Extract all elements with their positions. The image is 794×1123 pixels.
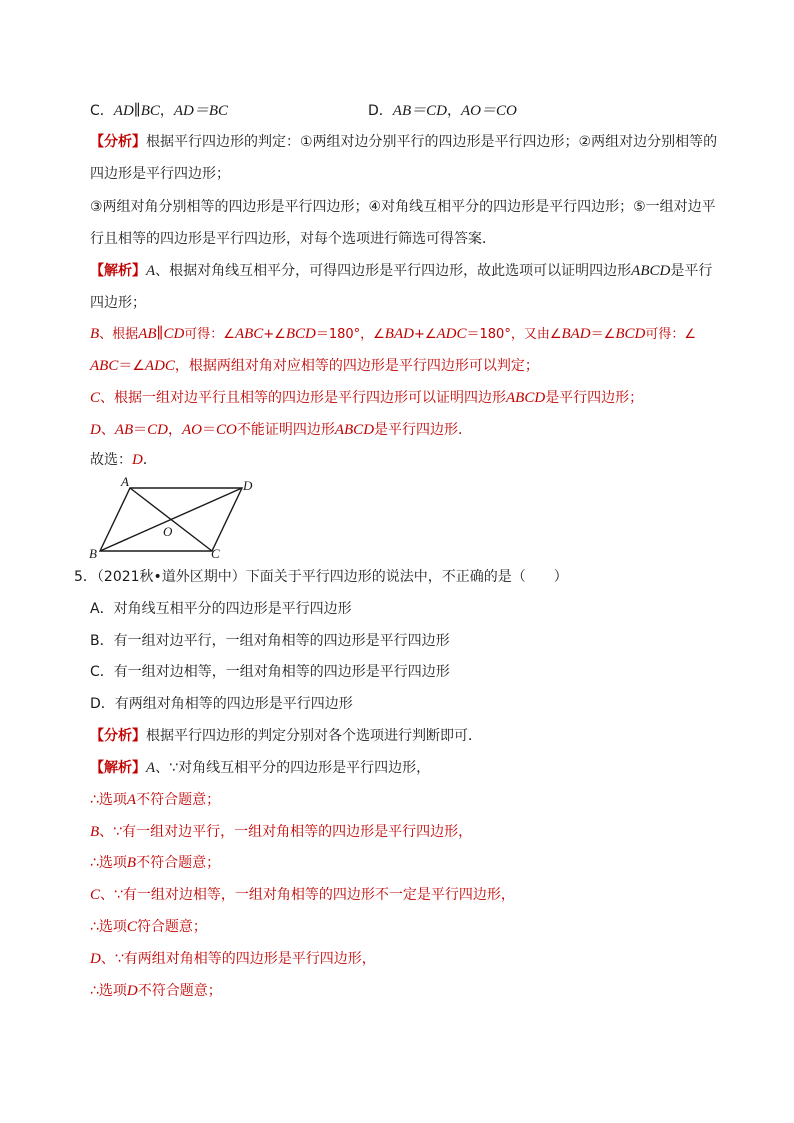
math-expr: B xyxy=(126,855,137,871)
solution-text: 可得：∠ xyxy=(645,327,696,342)
solution-text: ∴选项 xyxy=(90,792,127,808)
math-expr: A xyxy=(146,760,156,776)
analysis-line-4 xyxy=(90,229,496,249)
math-expr: AO＝CO xyxy=(460,103,517,119)
separator: ， xyxy=(159,103,174,119)
analysis-tag: 【分析】 xyxy=(90,134,146,150)
q5-solution-line-4 xyxy=(90,853,220,873)
solution-text: ＝ xyxy=(133,422,148,438)
q5-solution-line-5 xyxy=(90,885,515,905)
option-b: B．有一组对边平行，一组对角相等的四边形是平行四边形 xyxy=(90,633,450,649)
math-expr: AD＝BC xyxy=(173,103,229,119)
solution-line-b1 xyxy=(90,324,696,345)
diagonal-bd xyxy=(100,488,242,551)
solution-text: 符合题意； xyxy=(136,919,207,935)
center-label-o: O xyxy=(163,524,173,539)
vertex-label-a: A xyxy=(121,474,129,489)
q5-solution-line-3 xyxy=(90,822,472,842)
solution-text: ∴选项 xyxy=(90,855,127,871)
math-expr: AD∥BC xyxy=(113,103,160,119)
q5-solution-line-6 xyxy=(90,917,207,937)
vertex-label-c: C xyxy=(211,546,220,561)
solution-text: 不符合题意； xyxy=(137,983,222,999)
math-expr: ADC xyxy=(436,326,467,342)
solution-text: 、根据 xyxy=(99,327,139,342)
solution-text: 、根据对角线互相平分，可得四边形是平行四边形，故此选项可以证明四边形 xyxy=(155,263,632,279)
question-5-stem xyxy=(74,567,568,587)
solution-text: 是平行四边形； xyxy=(545,390,644,406)
solution-text: 、根据一组对边平行且相等的四边形是平行四边形可以证明四边形 xyxy=(100,390,507,406)
math-expr: D xyxy=(126,983,138,999)
q5-solution-line-8 xyxy=(90,981,222,1001)
math-expr: ADC xyxy=(144,358,175,374)
option-d: D．有两组对角相等的四边形是平行四边形 xyxy=(90,696,353,712)
choose-end: ． xyxy=(142,452,157,468)
math-expr: BCD xyxy=(615,326,646,342)
math-expr: ABCD xyxy=(506,390,546,406)
math-expr: ABC xyxy=(90,358,119,374)
math-expr: AB＝CD xyxy=(392,103,447,119)
math-expr: CD xyxy=(147,422,169,438)
math-expr: ABCD xyxy=(631,263,671,279)
option-a: A．对角线互相平分的四边形是平行四边形 xyxy=(90,601,352,617)
solution-choose xyxy=(90,450,157,470)
math-expr: BAD xyxy=(561,326,591,342)
math-expr: BCD xyxy=(285,326,316,342)
solution-text: 可得：∠ xyxy=(184,327,235,342)
vertex-label-b: B xyxy=(89,546,97,561)
solution-line-b2 xyxy=(90,356,539,376)
solution-line-c xyxy=(90,388,643,408)
solution-text: ＝∠ xyxy=(590,327,616,342)
q5-analysis xyxy=(90,726,482,746)
solution-text: +∠ xyxy=(413,327,437,342)
separator: ， xyxy=(446,103,461,119)
solution-tag: 【解析】 xyxy=(90,760,146,776)
math-expr: AB∥CD xyxy=(138,326,185,342)
solution-text: 、∵有两组对角相等的四边形是平行四边形， xyxy=(100,951,376,967)
math-expr: D xyxy=(90,422,101,438)
solution-text: ＝180°，∠ xyxy=(315,327,385,342)
analysis-line-2 xyxy=(90,164,230,184)
solution-text: 、∵对角线互相平分的四边形是平行四边形， xyxy=(155,760,431,776)
solution-text: 不符合题意； xyxy=(136,792,221,808)
math-expr: B xyxy=(90,326,100,342)
q5-solution-line-7 xyxy=(90,949,376,969)
choose-label: 故选： xyxy=(90,452,132,468)
math-expr: CO xyxy=(216,422,237,438)
solution-line-a2 xyxy=(90,293,146,313)
option-label: D． xyxy=(368,103,393,119)
vertex-label-d: D xyxy=(243,478,253,493)
math-expr: C xyxy=(126,919,137,935)
math-expr: BAD xyxy=(384,326,414,342)
math-expr: AB xyxy=(114,422,134,438)
solution-line-d xyxy=(90,420,472,440)
q5-solution-line-1 xyxy=(90,758,430,778)
math-expr: C xyxy=(90,390,101,406)
math-expr: A xyxy=(146,263,156,279)
analysis-line-3 xyxy=(90,197,716,217)
math-expr: C xyxy=(90,887,101,903)
math-expr: B xyxy=(90,824,100,840)
answer-letter: D xyxy=(132,452,143,468)
analysis-text: ③两组对角分别相等的四边形是平行四边形；④对角线互相平分的四边形是平行四边形；⑤一组对边平 xyxy=(90,199,716,215)
option-c: C．有一组对边相等，一组对角相等的四边形是平行四边形 xyxy=(90,664,450,680)
solution-text: ∴选项 xyxy=(90,983,127,999)
solution-text: 是平行 xyxy=(670,263,713,279)
solution-text: 是平行四边形． xyxy=(374,422,473,438)
analysis-tag: 【分析】 xyxy=(90,728,146,744)
solution-text: 、 xyxy=(100,422,115,438)
solution-text: 、∵有一组对边相等，一组对角相等的四边形不一定是平行四边形， xyxy=(100,887,515,903)
solution-text: 四边形； xyxy=(90,295,146,311)
question-source: （2021秋•道外区期中） xyxy=(96,569,246,585)
math-expr: AO xyxy=(182,422,203,438)
solution-text: 不能证明四边形 xyxy=(236,422,335,438)
question-number: 5． xyxy=(74,569,97,585)
option-d xyxy=(368,101,517,121)
solution-text: +∠ xyxy=(263,327,286,342)
math-expr: A xyxy=(126,792,137,808)
question-text: 下面关于平行四边形的说法中，不正确的是（ ） xyxy=(245,569,568,585)
q5-solution-line-2 xyxy=(90,790,220,810)
math-expr: ABC xyxy=(234,326,264,342)
option-c xyxy=(90,101,228,121)
solution-text: ＝180°，又由∠ xyxy=(466,327,562,342)
solution-tag: 【解析】 xyxy=(90,263,146,279)
solution-text: 、∵有一组对边平行，一组对角相等的四边形是平行四边形， xyxy=(99,824,473,840)
analysis-text: 四边形是平行四边形； xyxy=(90,166,230,182)
solution-text: ， xyxy=(168,422,183,438)
analysis-text: 行且相等的四边形是平行四边形，对每个选项进行筛选可得答案． xyxy=(90,231,496,247)
math-expr: ABCD xyxy=(334,422,375,438)
math-expr: D xyxy=(90,951,101,967)
parallelogram-figure xyxy=(86,474,266,564)
analysis-text: 根据平行四边形的判定分别对各个选项进行判断即可． xyxy=(146,728,482,744)
solution-line-a1 xyxy=(90,261,712,281)
analysis-line-1 xyxy=(90,132,717,152)
solution-text: ，根据两组对角对应相等的四边形是平行四边形可以判定； xyxy=(174,358,539,374)
analysis-text: 根据平行四边形的判定：①两组对边分别平行的四边形是平行四边形；②两组对边分别相等的 xyxy=(146,134,718,150)
solution-text: 不符合题意； xyxy=(136,855,221,871)
solution-text: ＝∠ xyxy=(118,358,145,374)
solution-text: ＝ xyxy=(202,422,217,438)
option-label: C． xyxy=(90,103,114,119)
solution-text: ∴选项 xyxy=(90,919,127,935)
